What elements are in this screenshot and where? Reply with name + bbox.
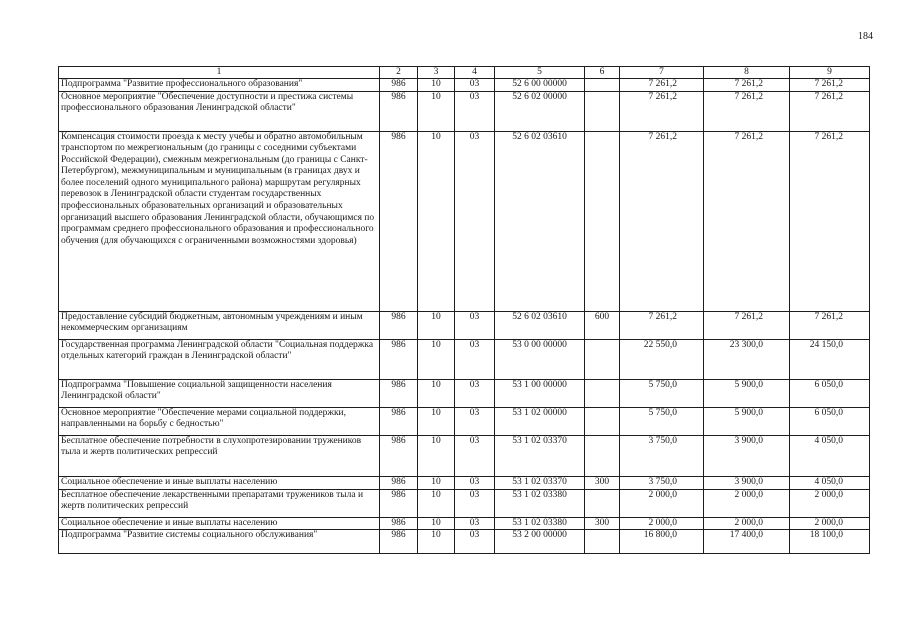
- target-article-code: 53 1 02 03370: [495, 476, 585, 489]
- table-row: [59, 379, 870, 407]
- target-article-code: 52 6 02 03610: [495, 131, 585, 311]
- row-name: Основное мероприятие "Обеспечение доступности и престижа системы профессионального образования Ленинградской области": [59, 91, 380, 131]
- target-article-code: 53 1 02 00000: [495, 407, 585, 435]
- table-row: [59, 517, 870, 530]
- section-code: 10: [418, 91, 455, 131]
- amount-year-2: 23 300,0: [704, 339, 790, 379]
- table-row: [59, 311, 870, 339]
- subsection-code: 03: [455, 91, 495, 131]
- section-code: 10: [418, 379, 455, 407]
- target-article-code: 52 6 02 03610: [495, 311, 585, 339]
- header-cell: 4: [455, 67, 495, 79]
- expense-type-code: [585, 489, 620, 517]
- subsection-code: 03: [455, 131, 495, 311]
- expense-type-code: 600: [585, 311, 620, 339]
- expense-type-code: [585, 407, 620, 435]
- amount-year-2: 3 900,0: [704, 435, 790, 476]
- target-article-code: 52 6 02 00000: [495, 91, 585, 131]
- amount-year-2: 7 261,2: [704, 91, 790, 131]
- table-row: [59, 407, 870, 435]
- amount-year-1: 2 000,0: [620, 489, 704, 517]
- section-code: 10: [418, 79, 455, 92]
- amount-year-3: 4 050,0: [790, 435, 870, 476]
- header-cell: 3: [418, 67, 455, 79]
- header-cell: 5: [495, 67, 585, 79]
- row-name: Компенсация стоимости проезда к месту учебы и обратно автомобильным транспортом по межрегиональным (до границы с соседними субъектами Российской Федерации), смежным межрегиональным (до границы с Санкт-Петербургом), межмуниципальным и муниципальным (в границах двух и более поселений одного муниципального района) маршрутам регулярных перевозок в Ленинградской области студентам государственных профессиональных образовательных организаций и образовательных организаций высшего образования Ленинградской области, обучающимся по программам среднего профессионального образования и профессионального обучения (для обучающихся с ограниченными возможностями здоровья): [59, 131, 380, 311]
- table-row: [59, 131, 870, 311]
- row-name: Бесплатное обеспечение потребности в слухопротезировании тружеников тыла и жертв политических репрессий: [59, 435, 380, 476]
- target-article-code: 52 6 00 00000: [495, 79, 585, 92]
- row-name: Основное мероприятие "Обеспечение мерами социальной поддержки, направленными на борьбу с бедностью": [59, 407, 380, 435]
- grbs-code: 986: [380, 311, 418, 339]
- amount-year-1: 7 261,2: [620, 131, 704, 311]
- amount-year-2: 2 000,0: [704, 489, 790, 517]
- row-name: Социальное обеспечение и иные выплаты населению: [59, 517, 380, 530]
- grbs-code: 986: [380, 517, 418, 530]
- grbs-code: 986: [380, 79, 418, 92]
- amount-year-3: 2 000,0: [790, 489, 870, 517]
- subsection-code: 03: [455, 435, 495, 476]
- budget-table: [58, 66, 870, 554]
- amount-year-2: 5 900,0: [704, 379, 790, 407]
- amount-year-2: 2 000,0: [704, 517, 790, 530]
- expense-type-code: [585, 91, 620, 131]
- section-code: 10: [418, 339, 455, 379]
- subsection-code: 03: [455, 407, 495, 435]
- expense-type-code: 300: [585, 476, 620, 489]
- amount-year-3: 6 050,0: [790, 379, 870, 407]
- amount-year-1: 2 000,0: [620, 517, 704, 530]
- expense-type-code: [585, 79, 620, 92]
- grbs-code: 986: [380, 407, 418, 435]
- grbs-code: 986: [380, 435, 418, 476]
- amount-year-2: 3 900,0: [704, 476, 790, 489]
- table-row: [59, 79, 870, 92]
- grbs-code: 986: [380, 131, 418, 311]
- expense-type-code: [585, 530, 620, 554]
- section-code: 10: [418, 131, 455, 311]
- amount-year-3: 18 100,0: [790, 530, 870, 554]
- amount-year-1: 3 750,0: [620, 435, 704, 476]
- grbs-code: 986: [380, 91, 418, 131]
- table-row: [59, 339, 870, 379]
- grbs-code: 986: [380, 476, 418, 489]
- amount-year-2: 7 261,2: [704, 131, 790, 311]
- section-code: 10: [418, 435, 455, 476]
- header-cell: 9: [790, 67, 870, 79]
- amount-year-2: 5 900,0: [704, 407, 790, 435]
- subsection-code: 03: [455, 339, 495, 379]
- table-row: [59, 435, 870, 476]
- amount-year-3: 7 261,2: [790, 311, 870, 339]
- amount-year-2: 17 400,0: [704, 530, 790, 554]
- expense-type-code: [585, 339, 620, 379]
- table-row: [59, 476, 870, 489]
- expense-type-code: [585, 379, 620, 407]
- section-code: 10: [418, 489, 455, 517]
- amount-year-3: 2 000,0: [790, 517, 870, 530]
- header-cell: 7: [620, 67, 704, 79]
- header-cell: 8: [704, 67, 790, 79]
- target-article-code: 53 2 00 00000: [495, 530, 585, 554]
- target-article-code: 53 0 00 00000: [495, 339, 585, 379]
- row-name: Подпрограмма "Развитие профессионального образования": [59, 79, 380, 92]
- section-code: 10: [418, 311, 455, 339]
- section-code: 10: [418, 517, 455, 530]
- table-row: [59, 489, 870, 517]
- target-article-code: 53 1 02 03380: [495, 517, 585, 530]
- target-article-code: 53 1 00 00000: [495, 379, 585, 407]
- amount-year-1: 7 261,2: [620, 79, 704, 92]
- table-row: [59, 91, 870, 131]
- amount-year-1: 16 800,0: [620, 530, 704, 554]
- section-code: 10: [418, 407, 455, 435]
- amount-year-1: 5 750,0: [620, 379, 704, 407]
- header-cell: 1: [59, 67, 380, 79]
- section-code: 10: [418, 476, 455, 489]
- amount-year-2: 7 261,2: [704, 311, 790, 339]
- row-name: Подпрограмма "Развитие системы социального обслуживания": [59, 530, 380, 554]
- grbs-code: 986: [380, 379, 418, 407]
- amount-year-1: 5 750,0: [620, 407, 704, 435]
- header-cell: 6: [585, 67, 620, 79]
- grbs-code: 986: [380, 530, 418, 554]
- header-row: [59, 67, 870, 79]
- amount-year-1: 7 261,2: [620, 311, 704, 339]
- amount-year-1: 7 261,2: [620, 91, 704, 131]
- target-article-code: 53 1 02 03370: [495, 435, 585, 476]
- amount-year-3: 24 150,0: [790, 339, 870, 379]
- amount-year-1: 3 750,0: [620, 476, 704, 489]
- amount-year-3: 7 261,2: [790, 91, 870, 131]
- amount-year-3: 6 050,0: [790, 407, 870, 435]
- subsection-code: 03: [455, 476, 495, 489]
- subsection-code: 03: [455, 517, 495, 530]
- target-article-code: 53 1 02 03380: [495, 489, 585, 517]
- subsection-code: 03: [455, 489, 495, 517]
- amount-year-3: 7 261,2: [790, 131, 870, 311]
- page-number: 184: [858, 31, 873, 42]
- row-name: Социальное обеспечение и иные выплаты населению: [59, 476, 380, 489]
- subsection-code: 03: [455, 530, 495, 554]
- row-name: Подпрограмма "Повышение социальной защищенности населения Ленинградской области": [59, 379, 380, 407]
- expense-type-code: 300: [585, 517, 620, 530]
- amount-year-3: 7 261,2: [790, 79, 870, 92]
- subsection-code: 03: [455, 79, 495, 92]
- amount-year-1: 22 550,0: [620, 339, 704, 379]
- row-name: Государственная программа Ленинградской области "Социальная поддержка отдельных категорий граждан в Ленинградской области": [59, 339, 380, 379]
- subsection-code: 03: [455, 379, 495, 407]
- amount-year-3: 4 050,0: [790, 476, 870, 489]
- grbs-code: 986: [380, 489, 418, 517]
- table-row: [59, 530, 870, 554]
- expense-type-code: [585, 131, 620, 311]
- section-code: 10: [418, 530, 455, 554]
- amount-year-2: 7 261,2: [704, 79, 790, 92]
- header-cell: 2: [380, 67, 418, 79]
- expense-type-code: [585, 435, 620, 476]
- subsection-code: 03: [455, 311, 495, 339]
- row-name: Бесплатное обеспечение лекарственными препаратами тружеников тыла и жертв политических репрессий: [59, 489, 380, 517]
- row-name: Предоставление субсидий бюджетным, автономным учреждениям и иным некоммерческим организациям: [59, 311, 380, 339]
- grbs-code: 986: [380, 339, 418, 379]
